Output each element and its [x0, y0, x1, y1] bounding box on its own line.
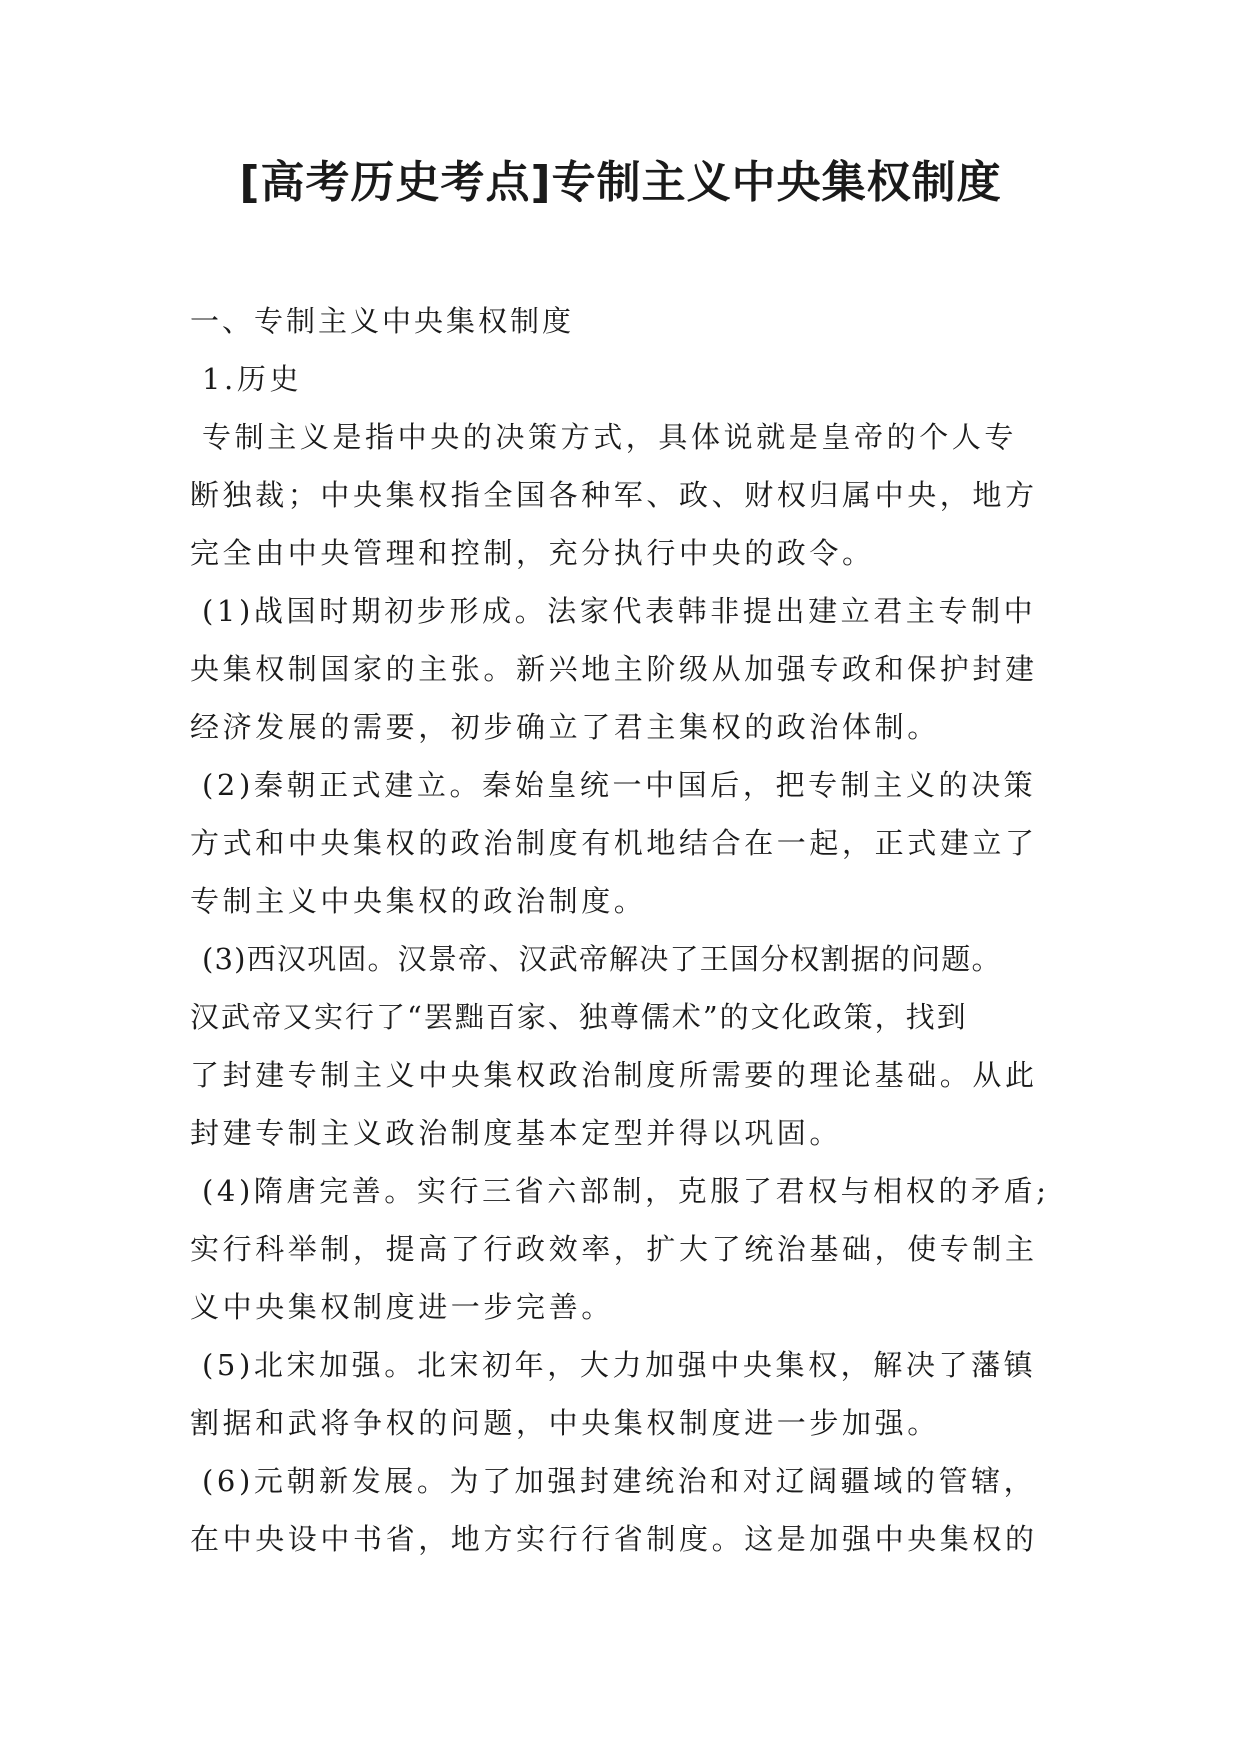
document-body	[190, 292, 1050, 1568]
paragraph-line: 实行科举制，提高了行政效率，扩大了统治基础，使专制主	[190, 1232, 1038, 1266]
paragraph-line: 割据和武将争权的问题，中央集权制度进一步加强。	[190, 1406, 940, 1440]
paragraph-line: 方式和中央集权的政治制度有机地结合在一起，正式建立了	[190, 826, 1038, 860]
paragraph-line: 央集权制国家的主张。新兴地主阶级从加强专政和保护封建	[190, 652, 1038, 686]
paragraph-line: 经济发展的需要，初步确立了君主集权的政治体制。	[190, 710, 940, 744]
paragraph-line: 了封建专制主义中央集权政治制度所需要的理论基础。从此	[190, 1058, 1038, 1092]
paragraph-line: 义中央集权制度进一步完善。	[190, 1290, 614, 1324]
paragraph-line: (4)隋唐完善。实行三省六部制，克服了君权与相权的矛盾;	[202, 1174, 1050, 1208]
paragraph-line: (2)秦朝正式建立。秦始皇统一中国后，把专制主义的决策	[202, 768, 1037, 802]
document-title: [高考历史考点]专制主义中央集权制度	[239, 157, 1002, 208]
paragraph-line: (1)战国时期初步形成。法家代表韩非提出建立君主专制中	[202, 594, 1037, 628]
paragraph-line: 完全由中央管理和控制，充分执行中央的政令。	[190, 536, 875, 570]
paragraph-line: 在中央设中书省，地方实行行省制度。这是加强中央集权的	[190, 1522, 1038, 1556]
paragraph-line: 汉武帝又实行了“罢黜百家、独尊儒术”的文化政策，找到	[190, 1000, 968, 1034]
paragraph-line: (5)北宋加强。北宋初年，大力加强中央集权，解决了藩镇	[202, 1348, 1037, 1382]
paragraph-line: (6)元朝新发展。为了加强封建统治和对辽阔疆域的管辖，	[202, 1464, 1037, 1498]
paragraph-line: (3)西汉巩固。汉景帝、汉武帝解决了王国分权割据的问题。	[202, 942, 1002, 976]
paragraph-line: 封建专制主义政治制度基本定型并得以巩固。	[190, 1116, 843, 1150]
paragraph-line: 专制主义是指中央的决策方式，具体说就是皇帝的个人专	[202, 420, 1018, 454]
section-heading: 一、专制主义中央集权制度	[190, 304, 575, 338]
paragraph-line: 断独裁；中央集权指全国各种军、政、财权归属中央，地方	[190, 478, 1038, 512]
paragraph-line: 专制主义中央集权的政治制度。	[190, 884, 647, 918]
subheading-history: 1.历史	[202, 362, 303, 396]
